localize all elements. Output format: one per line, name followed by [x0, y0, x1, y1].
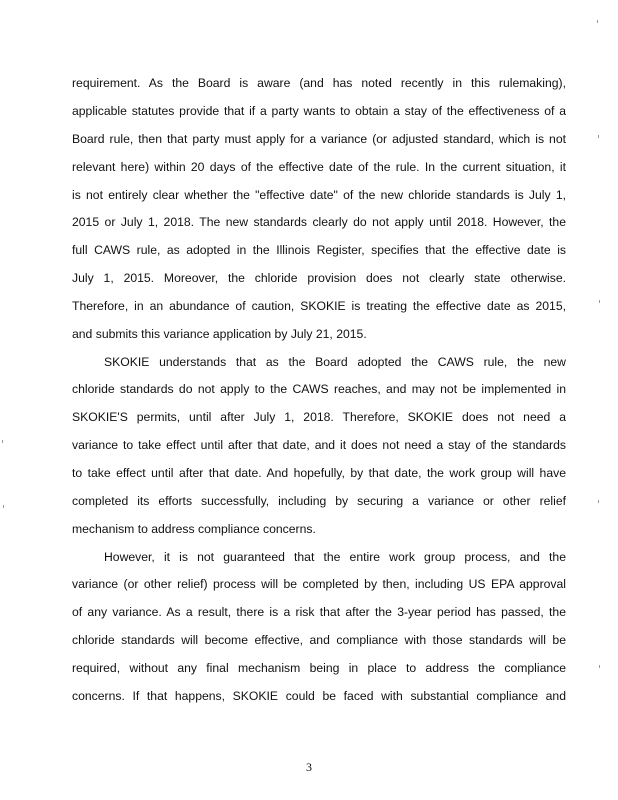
text-line: applicable statutes provide that if a party wants to obtain a stay of the effectiveness of a	[72, 104, 566, 118]
text-line: concerns. If that happens, SKOKIE could be faced with substantial compliance and	[72, 689, 566, 703]
text-line: Therefore, in an abundance of caution, SKOKIE is treating the effective date as 2015,	[72, 299, 566, 313]
text-line: requirement. As the Board is aware (and has noted recently in this rulemaking),	[72, 76, 566, 90]
text-line: and submits this variance application by July 21, 2015.	[72, 327, 367, 341]
scan-artifact	[2, 440, 3, 443]
text-line: of any variance. As a result, there is a risk that after the 3-year period has passed, the	[72, 605, 566, 619]
text-line: full CAWS rule, as adopted in the Illinois Register, specifies that the effective date is	[72, 243, 566, 257]
text-line: Board rule, then that party must apply for a variance (or adjusted standard, which is not	[72, 132, 566, 146]
page-number: 3	[306, 760, 312, 774]
text-line: required, without any final mechanism being in place to address the compliance	[72, 661, 566, 675]
text-line: mechanism to address compliance concerns.	[72, 522, 316, 536]
scan-artifact	[598, 500, 599, 503]
text-line: relevant here) within 20 days of the effective date of the rule. In the current situation, it	[72, 160, 566, 174]
scan-artifact	[597, 20, 598, 23]
text-line: variance (or other relief) process will be completed by then, including US EPA approval	[72, 577, 566, 591]
scan-artifact	[3, 505, 4, 508]
text-line: is not entirely clear whether the "effective date" of the new chloride standards is July 1,	[72, 188, 566, 202]
text-line: 2015 or July 1, 2018. The new standards clearly do not apply until 2018. However, the	[72, 215, 566, 229]
text-line: SKOKIE understands that as the Board adopted the CAWS rule, the new	[104, 355, 566, 369]
scan-artifact	[599, 665, 600, 668]
text-line: However, it is not guaranteed that the entire work group process, and the	[104, 550, 566, 564]
text-line: SKOKIE'S permits, until after July 1, 2018. Therefore, SKOKIE does not need a	[72, 410, 566, 424]
text-line: chloride standards do not apply to the CAWS reaches, and may not be implemented in	[72, 382, 566, 396]
text-line: to take effect until after that date. And hopefully, by that date, the work group will have	[72, 466, 566, 480]
text-line: July 1, 2015. Moreover, the chloride provision does not clearly state otherwise.	[72, 271, 566, 285]
text-line: variance to take effect until after that date, and it does not need a stay of the standards	[72, 438, 566, 452]
text-line: chloride standards will become effective, and compliance with those standards will be	[72, 633, 566, 647]
scan-artifact	[598, 135, 599, 138]
text-line: completed its efforts successfully, including by securing a variance or other relief	[72, 494, 566, 508]
scan-artifact	[599, 300, 600, 303]
